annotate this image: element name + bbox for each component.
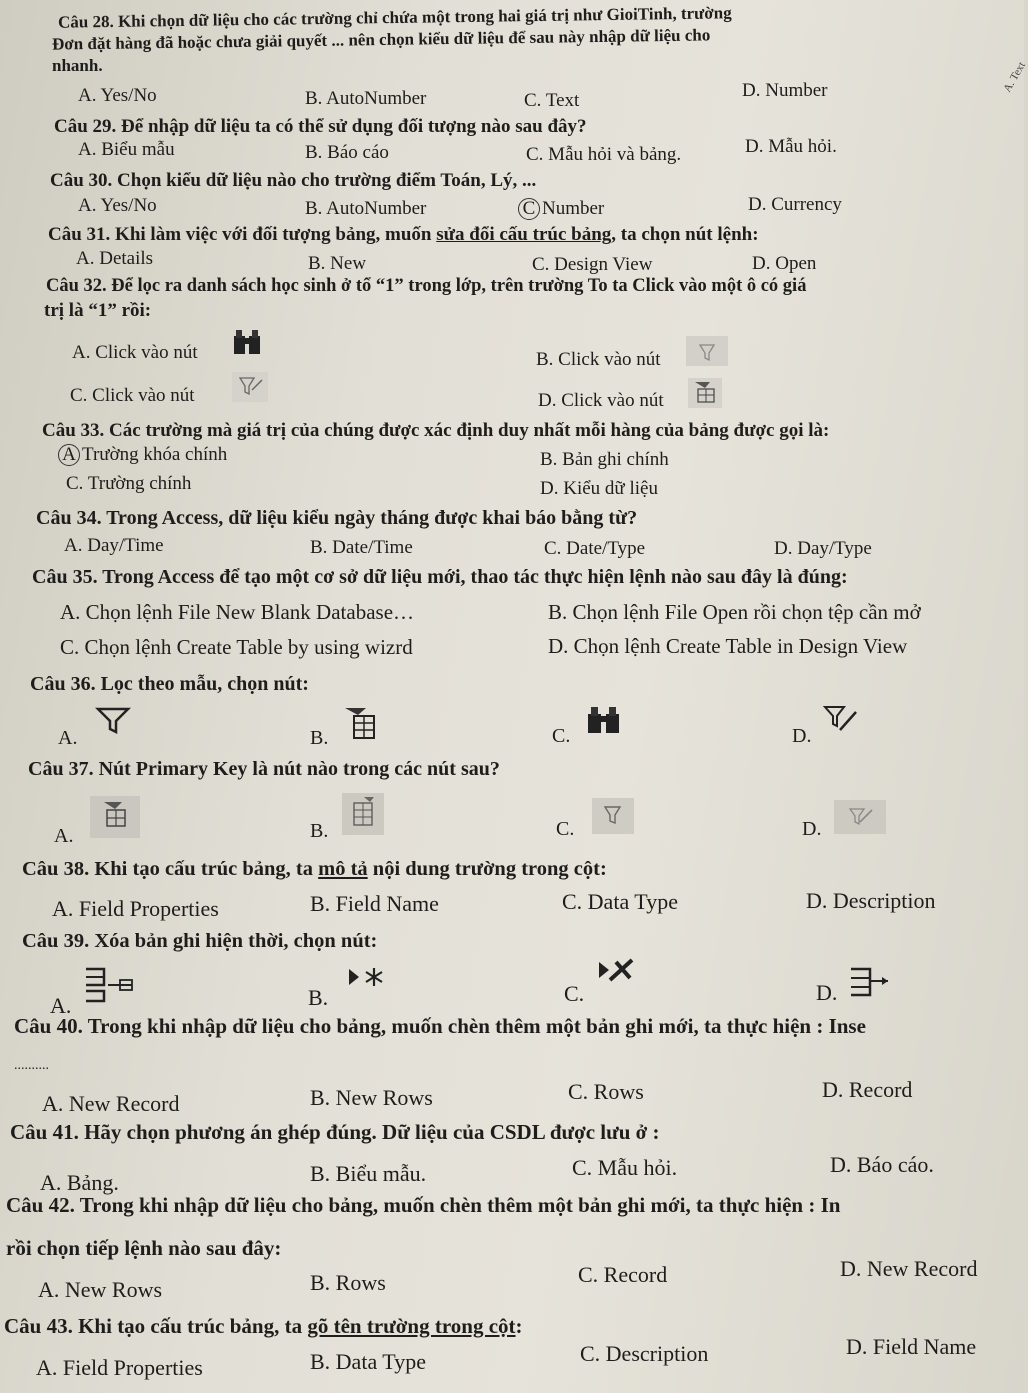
q43-stem-underlined: gõ tên trường trong cột (307, 1314, 516, 1338)
q39-option-a: A. (50, 993, 72, 1018)
q40-option-c: C. Rows (568, 1079, 644, 1104)
q38-option-b: B. Field Name (310, 891, 439, 916)
q28-option-d: D. Number (742, 80, 828, 101)
q37-option-c: C. (556, 818, 575, 840)
q42-option-c: C. Record (578, 1262, 668, 1287)
funnel-filter-icon (96, 706, 130, 734)
filter-form-grid-icon (688, 378, 722, 408)
q42-option-a: A. New Rows (38, 1277, 163, 1302)
q43-option-c: C. Description (580, 1341, 709, 1366)
q39-option-b: B. (308, 985, 329, 1010)
q29-option-a: A. Biểu mẫu (78, 139, 175, 160)
q34-option-d: D. Day/Type (774, 538, 872, 559)
q36-option-b: B. (310, 727, 329, 749)
q35-stem: Câu 35. Trong Access để tạo một cơ sở dữ liệu mới, thao tác thực hiện lệnh nào sau đây là đúng: (32, 566, 848, 588)
filter-by-form-icon (342, 706, 378, 742)
q40-blank: .......... (14, 1058, 49, 1073)
q37-option-a: A. (54, 825, 74, 847)
q37-option-d: D. (802, 818, 822, 840)
q39-option-d: D. (816, 980, 838, 1005)
q30-option-d: D. Currency (748, 194, 842, 215)
q34-option-b: B. Date/Time (310, 537, 413, 558)
q30-option-b: B. AutoNumber (305, 198, 427, 219)
q29-option-d: D. Mẫu hỏi. (745, 136, 837, 157)
filter-form-icon (342, 793, 384, 835)
q38-option-a: A. Field Properties (52, 896, 219, 921)
q40-option-a: A. New Record (42, 1091, 180, 1116)
q40-option-b: B. New Rows (310, 1085, 433, 1110)
new-record-icon (346, 964, 386, 994)
q31-option-d: D. Open (752, 253, 817, 274)
q43-stem (4, 1314, 523, 1339)
q37-stem: Câu 37. Nút Primary Key là nút nào trong các nút sau? (28, 758, 500, 780)
q28-stem-line1: Câu 28. Khi chọn dữ liệu cho các trường chỉ chứa một trong hai giá trị như GioiTinh, trường (57, 3, 732, 32)
q28-option-a: A. Yes/No (78, 85, 157, 106)
answer-circle: C (518, 198, 540, 220)
q41-option-a: A. Bảng. (40, 1170, 119, 1195)
q29-stem: Câu 29. Để nhập dữ liệu ta có thể sử dụng đối tượng nào sau đây? (54, 116, 587, 137)
delete-record-icon (596, 958, 636, 992)
filter-icon (592, 798, 634, 834)
q35-option-a: A. Chọn lệnh File New Blank Database… (60, 600, 415, 624)
q42-option-d: D. New Record (840, 1256, 978, 1281)
q32-option-b: B. Click vào nút (536, 349, 661, 370)
binoculars-icon (232, 328, 264, 356)
q28-stem-line3: nhanh. (52, 56, 103, 75)
filter-by-selection-icon (834, 800, 886, 834)
binoculars-icon (586, 705, 622, 735)
q35-option-c: C. Chọn lệnh Create Table by using wizrd (60, 635, 413, 659)
q41-option-d: D. Báo cáo. (830, 1152, 934, 1177)
q36-option-d: D. (792, 725, 812, 747)
q29-option-b: B. Báo cáo (305, 142, 389, 163)
q30-option-a: A. Yes/No (78, 195, 157, 216)
q38-stem-part2: nội dung trường trong cột: (367, 858, 607, 880)
q39-stem: Câu 39. Xóa bản ghi hiện thời, chọn nút: (22, 930, 378, 952)
q38-option-d: D. Description (806, 888, 936, 913)
q35-option-b: B. Chọn lệnh File Open rồi chọn tệp cần mở (548, 600, 921, 624)
filter-by-form-icon (232, 372, 268, 402)
q41-option-b: B. Biểu mẫu. (310, 1161, 427, 1186)
q33-option-a-text: Trường khóa chính (82, 444, 228, 465)
q38-stem-part1: Câu 38. Khi tạo cấu trúc bảng, ta (22, 858, 319, 880)
q42-stem-line2: rồi chọn tiếp lệnh nào sau đây: (6, 1236, 282, 1260)
q28-option-c: C. Text (524, 90, 580, 111)
q30-stem: Câu 30. Chọn kiểu dữ liệu nào cho trường điểm Toán, Lý, ... (50, 170, 537, 191)
answer-circle: A (58, 444, 80, 466)
q31-stem (48, 224, 759, 246)
q36-stem: Câu 36. Lọc theo mẫu, chọn nút: (30, 673, 309, 695)
q31-stem-part2: , ta chọn nút lệnh: (611, 224, 759, 245)
q30-option-c (518, 198, 604, 220)
q31-stem-part1: Câu 31. Khi làm việc với đối tượng bảng, muốn (48, 224, 437, 245)
q33-option-d: D. Kiểu dữ liệu (540, 478, 658, 499)
insert-rows-icon (848, 965, 892, 1001)
q40-option-d: D. Record (822, 1077, 913, 1102)
q28-option-b: B. AutoNumber (305, 88, 427, 109)
q34-option-c: C. Date/Type (544, 538, 646, 559)
q32-option-c: C. Click vào nút (70, 385, 195, 406)
filter-by-selection-icon (822, 704, 860, 736)
q30-option-c-text: Number (542, 198, 605, 219)
q38-stem-underlined: mô tả (318, 858, 368, 880)
q34-option-a: A. Day/Time (64, 535, 164, 556)
q43-stem-part1: Câu 43. Khi tạo cấu trúc bảng, ta (4, 1314, 308, 1338)
q42-option-b: B. Rows (310, 1270, 386, 1295)
q31-option-b: B. New (308, 253, 367, 274)
q39-option-c: C. (564, 981, 585, 1006)
q32-option-d: D. Click vào nút (538, 390, 664, 411)
q29-option-c: C. Mẫu hỏi và bảng. (526, 144, 682, 165)
q43-option-d: D. Field Name (846, 1334, 977, 1359)
q33-option-a (58, 444, 227, 466)
q36-option-c: C. (552, 725, 571, 747)
q43-stem-part2: : (515, 1314, 523, 1338)
q41-option-c: C. Mẫu hỏi. (572, 1155, 678, 1180)
q32-stem-line2: trị là “1” rồi: (44, 300, 152, 321)
q37-option-b: B. (310, 820, 329, 842)
filter-form-grid-icon (90, 796, 140, 838)
q35-option-d: D. Chọn lệnh Create Table in Design View (548, 634, 908, 658)
q32-stem-line1: Câu 32. Để lọc ra danh sách học sinh ở tổ “1” trong lớp, trên trường To ta Click vào một ô có giá (46, 276, 807, 296)
q33-stem: Câu 33. Các trường mà giá trị của chúng được xác định duy nhất mỗi hàng của bảng được gọi là: (42, 420, 830, 441)
q32-option-a: A. Click vào nút (72, 342, 198, 363)
q31-option-a: A. Details (76, 248, 154, 269)
q43-option-a: A. Field Properties (36, 1355, 203, 1380)
q33-option-b: B. Bản ghi chính (540, 449, 669, 470)
q38-stem (22, 858, 607, 881)
q41-stem: Câu 41. Hãy chọn phương án ghép đúng. Dữ liệu của CSDL được lưu ở : (10, 1120, 660, 1144)
q40-stem: Câu 40. Trong khi nhập dữ liệu cho bảng, muốn chèn thêm một bản ghi mới, ta thực hiện : Inse (14, 1014, 866, 1038)
q34-stem: Câu 34. Trong Access, dữ liệu kiểu ngày tháng được khai báo bằng từ? (36, 507, 638, 529)
filter-by-selection-icon (686, 336, 728, 366)
margin-fragment: A. Text (1001, 60, 1028, 95)
insert-rows-icon (82, 963, 136, 1007)
q43-option-b: B. Data Type (310, 1349, 426, 1374)
q28-stem-line2: Đơn đặt hàng đã hoặc chưa giải quyết ... nên chọn kiểu dữ liệu để sau này nhập dữ liệu cho (51, 25, 711, 54)
q31-option-c: C. Design View (532, 254, 653, 275)
q33-option-c: C. Trường chính (66, 473, 192, 494)
q36-option-a: A. (58, 727, 78, 749)
q31-stem-underlined: sửa đổi cấu trúc bảng (436, 224, 612, 245)
q42-stem-line1: Câu 42. Trong khi nhập dữ liệu cho bảng, muốn chèn thêm một bản ghi mới, ta thực hiện : In (6, 1193, 841, 1217)
q38-option-c: C. Data Type (562, 889, 678, 914)
